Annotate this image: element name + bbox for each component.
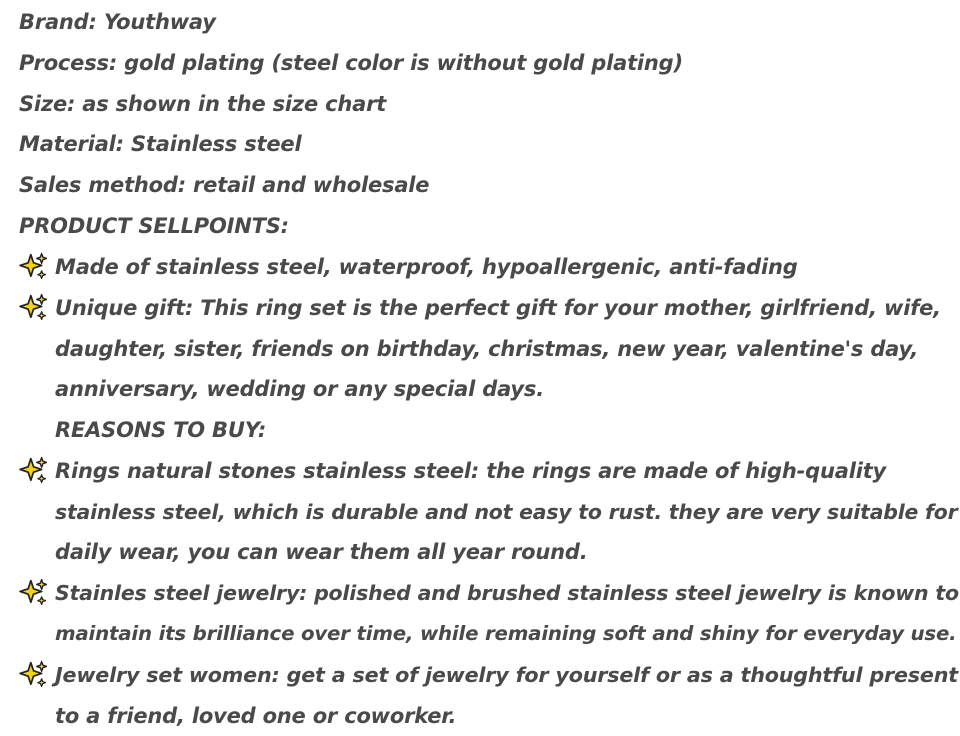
reason-text-continued: maintain its brilliance over time, while remaining soft and shiny for everyday use. — [55, 622, 957, 645]
reason-text: Stainles steel jewelry: polished and brushed stainless steel jewelry is known to — [55, 581, 959, 605]
spec-process: Process: gold plating (steel color is without gold plating) — [19, 51, 683, 75]
sparkles-icon — [19, 456, 47, 484]
sellpoint-text-continued: daughter, sister, friends on birthday, christmas, new year, valentine's day, — [55, 337, 919, 361]
spec-material: Material: Stainless steel — [19, 132, 302, 156]
reason-text: Rings natural stones stainless steel: the rings are made of high-quality — [55, 459, 887, 483]
spec-brand: Brand: Youthway — [19, 10, 216, 34]
reason-text-continued: to a friend, loved one or coworker. — [55, 704, 457, 728]
reasons-heading: REASONS TO BUY: — [55, 418, 267, 442]
sellpoint-text: Made of stainless steel, waterproof, hypoallergenic, anti-fading — [55, 255, 798, 279]
reason-text: Jewelry set women: get a set of jewelry for yourself or as a thoughtful present — [55, 663, 958, 687]
sellpoint-item — [19, 247, 798, 287]
reason-item — [19, 573, 959, 613]
reason-text-continued: daily wear, you can wear them all year round. — [55, 540, 588, 564]
sellpoint-text: Unique gift: This ring set is the perfect gift for your mother, girlfriend, wife, — [55, 296, 941, 320]
reason-item — [19, 451, 886, 491]
spec-size: Size: as shown in the size chart — [19, 92, 387, 116]
reason-item — [19, 655, 958, 695]
sellpoints-heading: PRODUCT SELLPOINTS: — [19, 214, 289, 238]
sparkles-icon — [19, 578, 47, 606]
sellpoint-item — [19, 288, 941, 328]
sparkles-icon — [19, 293, 47, 321]
sparkles-icon — [19, 252, 47, 280]
sellpoint-text-continued: anniversary, wedding or any special days. — [55, 377, 544, 401]
spec-sales-method: Sales method: retail and wholesale — [19, 173, 430, 197]
sparkles-icon — [19, 660, 47, 688]
reason-text-continued: stainless steel, which is durable and not easy to rust. they are very suitable for — [55, 500, 958, 524]
